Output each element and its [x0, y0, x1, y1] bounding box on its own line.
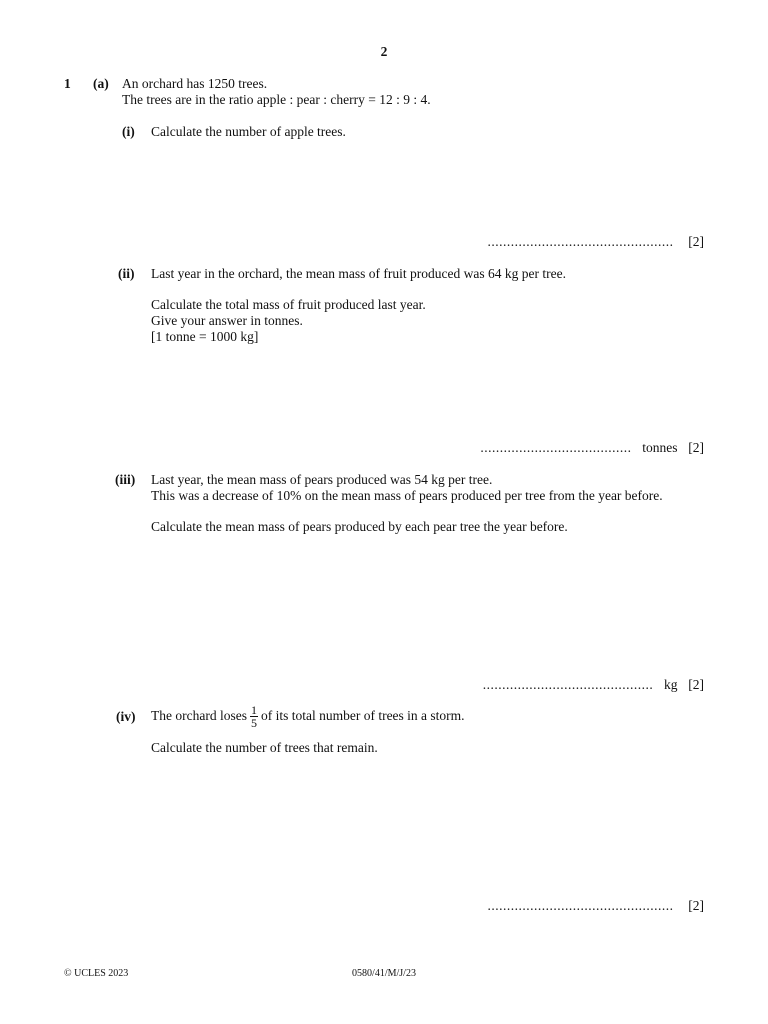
part-iv-text-after: of its total number of trees in a storm. [260, 708, 465, 723]
marks: [2] [688, 440, 704, 455]
answer-dots[interactable]: ................................................ [487, 234, 674, 249]
footer-copyright: © UCLES 2023 [64, 968, 129, 979]
part-ii-line-4: [1 tonne = 1000 kg] [151, 329, 259, 344]
part-a-intro-line-1: An orchard has 1250 trees. [122, 76, 268, 91]
part-iv-text-before: The orchard loses [151, 708, 247, 723]
part-i-text: Calculate the number of apple trees. [151, 124, 346, 139]
marks: [2] [688, 234, 704, 249]
fraction-one-fifth [250, 704, 258, 729]
answer-dots[interactable]: ....................................... [480, 440, 632, 455]
fraction-numerator: 1 [250, 702, 257, 717]
part-iii-line-3: Calculate the mean mass of pears produced by each pear tree the year before. [151, 519, 568, 534]
part-iii-label: (iii) [115, 472, 136, 487]
part-iv-text [151, 700, 465, 732]
unit-label: tonnes [642, 440, 678, 455]
question-number: 1 [64, 76, 71, 91]
part-i-answer-line[interactable] [488, 234, 705, 250]
part-ii-line-1: Last year in the orchard, the mean mass of fruit produced was 64 kg per tree. [151, 266, 566, 281]
part-ii-answer-line[interactable] [480, 440, 704, 456]
part-iv-answer-line[interactable] [488, 898, 705, 914]
part-iv-label: (iv) [116, 709, 136, 724]
part-a-label: (a) [93, 76, 109, 91]
part-iii-line-1: Last year, the mean mass of pears produced was 54 kg per tree. [151, 472, 493, 487]
marks: [2] [688, 898, 704, 913]
part-ii-label: (ii) [118, 266, 135, 281]
part-iv-line-2: Calculate the number of trees that remain. [151, 740, 378, 755]
answer-dots[interactable]: ................................................ [487, 898, 674, 913]
unit-label: kg [664, 677, 678, 692]
answer-dots[interactable]: ............................................ [482, 677, 654, 692]
part-i-label: (i) [122, 124, 135, 139]
part-ii-line-3: Give your answer in tonnes. [151, 313, 303, 328]
page-number: 2 [380, 44, 388, 59]
part-iii-line-2: This was a decrease of 10% on the mean mass of pears produced per tree from the year before. [151, 488, 663, 503]
part-a-intro-line-2: The trees are in the ratio apple : pear : cherry = 12 : 9 : 4. [122, 92, 431, 107]
part-iii-answer-line[interactable] [483, 677, 704, 693]
fraction-denominator: 5 [250, 715, 257, 730]
footer-paper-code: 0580/41/M/J/23 [352, 968, 416, 979]
part-ii-line-2: Calculate the total mass of fruit produced last year. [151, 297, 426, 312]
marks: [2] [688, 677, 704, 692]
